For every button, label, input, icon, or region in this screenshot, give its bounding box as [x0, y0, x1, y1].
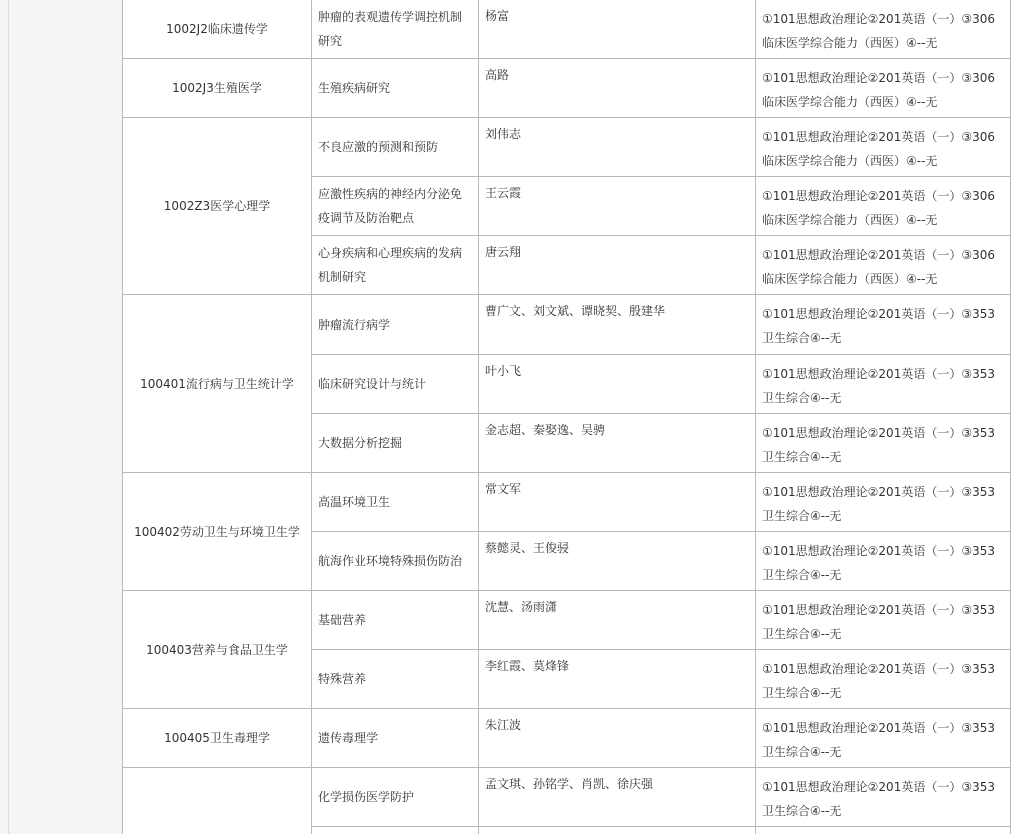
research-direction-cell: 生殖疾病研究	[312, 59, 479, 118]
exam-subjects-cell: ①101思想政治理论②201英语（一）③306临床医学综合能力（西医）④--无	[756, 0, 1011, 59]
advisor-cell	[479, 827, 756, 834]
exam-subjects-cell: ①101思想政治理论②201英语（一）③353卫生综合④--无	[756, 709, 1011, 768]
table-row	[123, 591, 1011, 650]
advisor-cell: 刘伟志	[479, 118, 756, 177]
advisor-cell: 蔡懿灵、王俊骎	[479, 532, 756, 591]
exam-subjects-cell: ①101思想政治理论②201英语（一）③306临床医学综合能力（西医）④--无	[756, 236, 1011, 295]
advisor-cell: 唐云翔	[479, 236, 756, 295]
research-direction-cell: 特殊营养	[312, 650, 479, 709]
advisor-cell: 朱江波	[479, 709, 756, 768]
advisor-cell: 常文军	[479, 473, 756, 532]
major-cell: 100403营养与食品卫生学	[123, 591, 312, 709]
left-panel	[0, 0, 123, 834]
exam-subjects-cell: ①101思想政治理论②201英语（一）③306临床医学综合能力（西医）④--无	[756, 177, 1011, 236]
research-direction-cell: 基础营养	[312, 591, 479, 650]
exam-subjects-cell: ①101思想政治理论②201英语（一）③353卫生综合④--无	[756, 355, 1011, 414]
exam-subjects-cell	[756, 827, 1011, 834]
research-direction-cell	[312, 827, 479, 834]
major-cell: 1002J3生殖医学	[123, 59, 312, 118]
research-direction-cell: 心身疾病和心理疾病的发病机制研究	[312, 236, 479, 295]
research-direction-cell: 应激性疾病的神经内分泌免疫调节及防治靶点	[312, 177, 479, 236]
research-direction-cell: 大数据分析挖掘	[312, 414, 479, 473]
table-row	[123, 0, 1011, 59]
advisor-cell: 高路	[479, 59, 756, 118]
research-direction-cell: 化学损伤医学防护	[312, 768, 479, 827]
advisor-cell: 曹广文、刘文斌、谭晓契、殷建华	[479, 295, 756, 355]
research-direction-cell: 临床研究设计与统计	[312, 355, 479, 414]
exam-subjects-cell: ①101思想政治理论②201英语（一）③353卫生综合④--无	[756, 532, 1011, 591]
exam-subjects-cell: ①101思想政治理论②201英语（一）③353卫生综合④--无	[756, 473, 1011, 532]
major-cell	[123, 768, 312, 834]
admissions-table	[122, 0, 1011, 834]
exam-subjects-cell: ①101思想政治理论②201英语（一）③353卫生综合④--无	[756, 650, 1011, 709]
table-row	[123, 709, 1011, 768]
research-direction-cell: 肿瘤流行病学	[312, 295, 479, 355]
exam-subjects-cell: ①101思想政治理论②201英语（一）③353卫生综合④--无	[756, 414, 1011, 473]
advisor-cell: 杨富	[479, 0, 756, 59]
major-cell: 100402劳动卫生与环境卫生学	[123, 473, 312, 591]
advisor-cell: 叶小飞	[479, 355, 756, 414]
advisor-cell: 金志超、秦娶逸、吴骋	[479, 414, 756, 473]
table-row	[123, 295, 1011, 355]
table-row	[123, 768, 1011, 827]
exam-subjects-cell: ①101思想政治理论②201英语（一）③353卫生综合④--无	[756, 591, 1011, 650]
research-direction-cell: 高温环境卫生	[312, 473, 479, 532]
research-direction-cell: 遗传毒理学	[312, 709, 479, 768]
advisor-cell: 孟文琪、孙铭学、肖凯、徐庆强	[479, 768, 756, 827]
research-direction-cell: 肿瘤的表观遗传学调控机制研究	[312, 0, 479, 59]
table-row	[123, 59, 1011, 118]
panel-divider	[8, 0, 9, 834]
exam-subjects-cell: ①101思想政治理论②201英语（一）③353卫生综合④--无	[756, 768, 1011, 827]
major-cell: 1002Z3医学心理学	[123, 118, 312, 295]
table-row	[123, 473, 1011, 532]
exam-subjects-cell: ①101思想政治理论②201英语（一）③353卫生综合④--无	[756, 295, 1011, 355]
advisor-cell: 李红霞、莫烽锋	[479, 650, 756, 709]
exam-subjects-cell: ①101思想政治理论②201英语（一）③306临床医学综合能力（西医）④--无	[756, 118, 1011, 177]
research-direction-cell: 航海作业环境特殊损伤防治	[312, 532, 479, 591]
major-cell: 100401流行病与卫生统计学	[123, 295, 312, 473]
major-cell: 1002J2临床遗传学	[123, 0, 312, 59]
exam-subjects-cell: ①101思想政治理论②201英语（一）③306临床医学综合能力（西医）④--无	[756, 59, 1011, 118]
advisor-cell: 王云霞	[479, 177, 756, 236]
advisor-cell: 沈慧、汤雨潇	[479, 591, 756, 650]
research-direction-cell: 不良应激的预测和预防	[312, 118, 479, 177]
table-row	[123, 118, 1011, 177]
major-cell: 100405卫生毒理学	[123, 709, 312, 768]
